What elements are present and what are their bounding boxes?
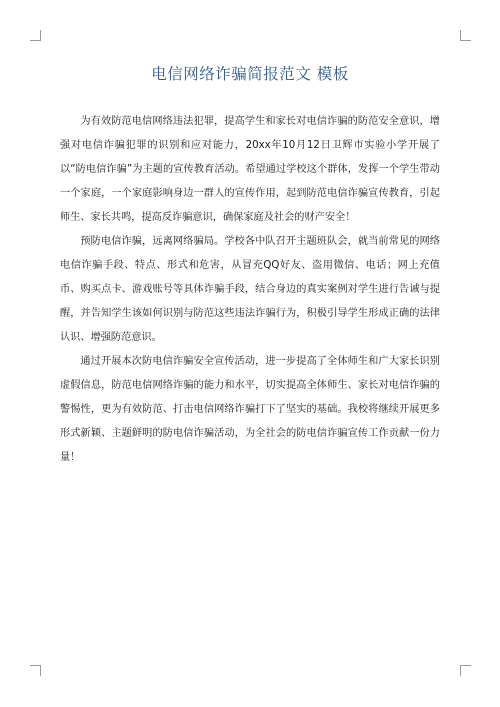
page-corner-mark-bottom-left <box>30 665 41 676</box>
page-corner-mark-top-left <box>30 30 41 41</box>
paragraph-intro: 为有效防范电信网络违法犯罪，提高学生和家长对电信诈骗的防范安全意识，增强对电信诈骗犯罪的识别和应对能力，20xx年10月12日卫辉市实验小学开展了以“防电信诈骗”为主题的宣传教育活动。希望通过学校这个群体，发挥一个学生带动一个家庭，一个家庭影响身边一群人的宣传作用，起到防范电信诈骗宣传教育，引起师生、家长共鸣，提高反诈骗意识，确保家庭及社会的财产安全！ <box>60 116 440 223</box>
page-corner-mark-top-right <box>460 30 471 41</box>
paragraph-activities: 预防电信诈骗，远离网络骗局。学校各中队召开主题班队会，就当前常见的网络电信诈骗手段、特点、形式和危害，从冒充QQ好友、盗用微信、电话；网上充值币、购买点卡、游戏账号等具体诈骗手段，结合身边的真实案例对学生进行告诫与提醒，并告知学生该如何识别与防范这些违法诈骗行为，积极引导学生形成正确的法律认识、增强防范意识。 <box>60 236 440 343</box>
document-title: 电信网络诈骗简报范文 模板 <box>151 65 349 83</box>
page-corner-mark-bottom-right <box>460 665 471 676</box>
document-page <box>60 62 440 470</box>
paragraph-conclusion: 通过开展本次防电信诈骗安全宣传活动，进一步提高了全体师生和广大家长识别虚假信息，防范电信网络诈骗的能力和水平，切实提高全体师生、家长对电信诈骗的警惕性，更为有效防范、打击电信网络诈骗打下了坚实的基础。我校将继续开展更多形式新颖、主题鲜明的防电信诈骗活动，为全社会的防电信诈骗宣传工作贡献一份力量！ <box>60 356 440 463</box>
